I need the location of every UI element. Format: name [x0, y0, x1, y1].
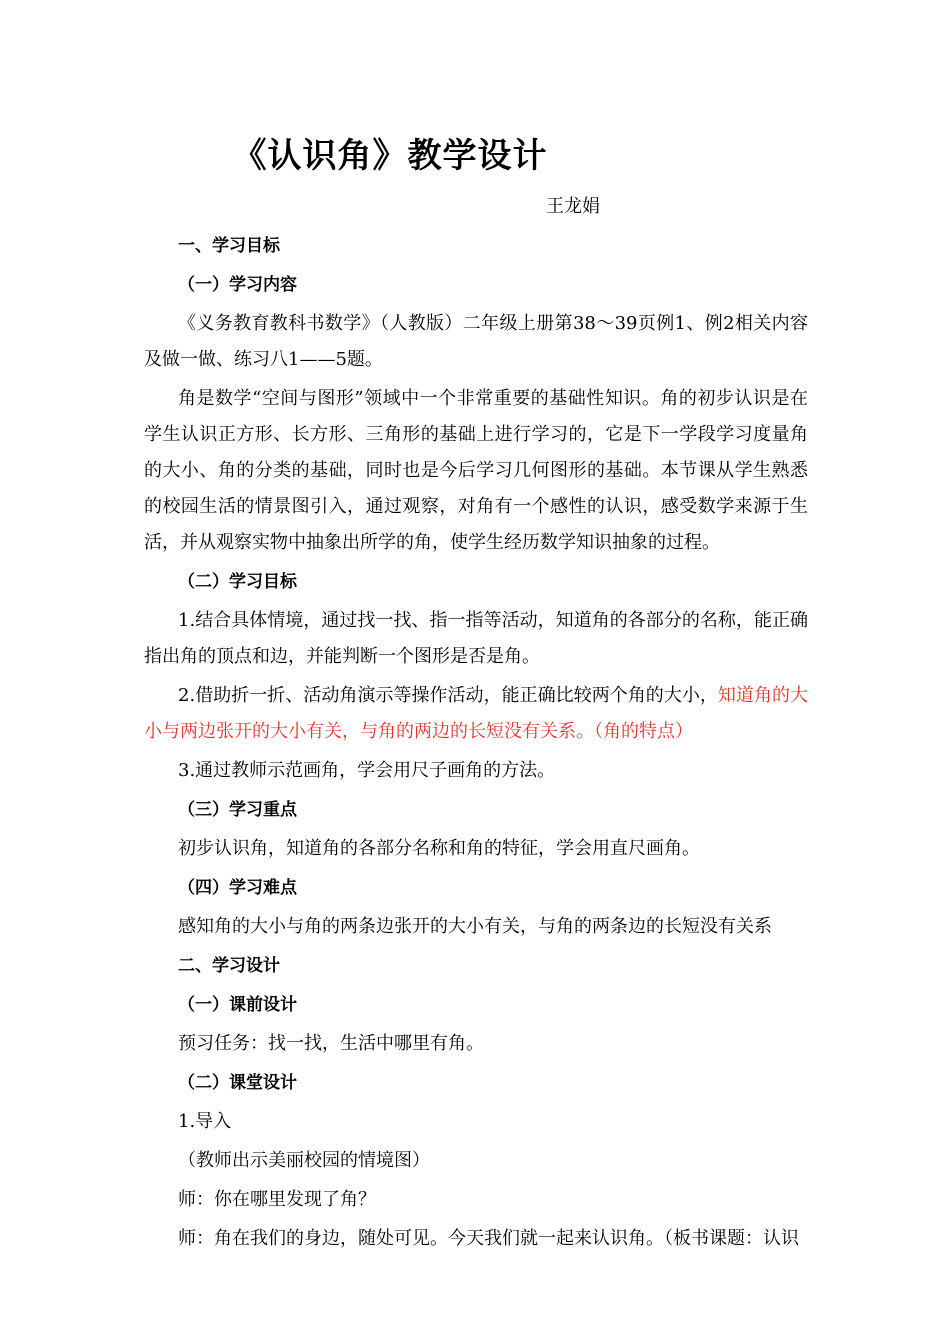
paragraph-difficulties: 感知角的大小与角的两条边张开的大小有关，与角的两条边的长短没有关系: [178, 916, 772, 937]
in-class-line-2: （教师出示美丽校园的情境图）: [178, 1150, 430, 1171]
document-title: 《认识角》教学设计: [232, 136, 548, 176]
subsection-heading-pre-class: （一）课前设计: [178, 995, 297, 1015]
subsection-heading-in-class: （二）课堂设计: [178, 1073, 297, 1093]
paragraph-pre-class: 预习任务：找一找，生活中哪里有角。: [178, 1033, 484, 1054]
in-class-line-1: 1.导入: [178, 1111, 232, 1132]
paragraph-angle-intro: 角是数学“空间与图形”领域中一个非常重要的基础性知识。角的初步认识是在学生认识正方形、长方形、三角形的基础上进行学习的，它是下一学段学习度量角的大小、角的分类的基础，同时也是今后学习几何图形的基础。本节课从学生熟悉的校园生活的情景图引入，通过观察，对角有一个感性的认识，感受数学来源于生活，并从观察实物中抽象出所学的角，使学生经历数学知识抽象的过程。: [144, 388, 808, 553]
objective-item-2: [144, 678, 808, 750]
subsection-heading-difficulties: （四）学习难点: [178, 878, 297, 898]
objective-item-2-highlight: 知道角的大小与两边张开的大小有关，与角的两边的长短没有关系。（角的特点）: [144, 685, 809, 742]
section-heading-learning-goals: 一、学习目标: [178, 236, 280, 256]
subsection-heading-learning-objectives: （二）学习目标: [178, 572, 297, 592]
in-class-line-4: 师：角在我们的身边，随处可见。今天我们就一起来认识角。（板书课题：认识: [178, 1228, 799, 1249]
subsection-heading-key-points: （三）学习重点: [178, 800, 297, 820]
section-heading-learning-design: 二、学习设计: [178, 956, 280, 976]
objective-item-3: 3.通过教师示范画角，学会用尺子画角的方法。: [178, 760, 556, 781]
paragraph-learning-content: 《义务教育教科书数学》（人教版）二年级上册第38～39页例1、例2相关内容及做一做、练习八1——5题。: [144, 313, 808, 370]
objective-item-1: 1.结合具体情境，通过找一找、指一指等活动，知道角的各部分的名称，能正确指出角的顶点和边，并能判断一个图形是否是角。: [144, 610, 808, 667]
document-author: 王龙娟: [546, 196, 600, 217]
in-class-line-3: 师：你在哪里发现了角？: [178, 1189, 376, 1210]
objective-item-2-text: 2.借助折一折、活动角演示等操作活动，能正确比较两个角的大小，: [178, 685, 718, 706]
paragraph-key-points: 初步认识角，知道角的各部分名称和角的特征，学会用直尺画角。: [178, 838, 700, 859]
document-body: [144, 228, 808, 1260]
subsection-heading-learning-content: （一）学习内容: [178, 275, 297, 295]
